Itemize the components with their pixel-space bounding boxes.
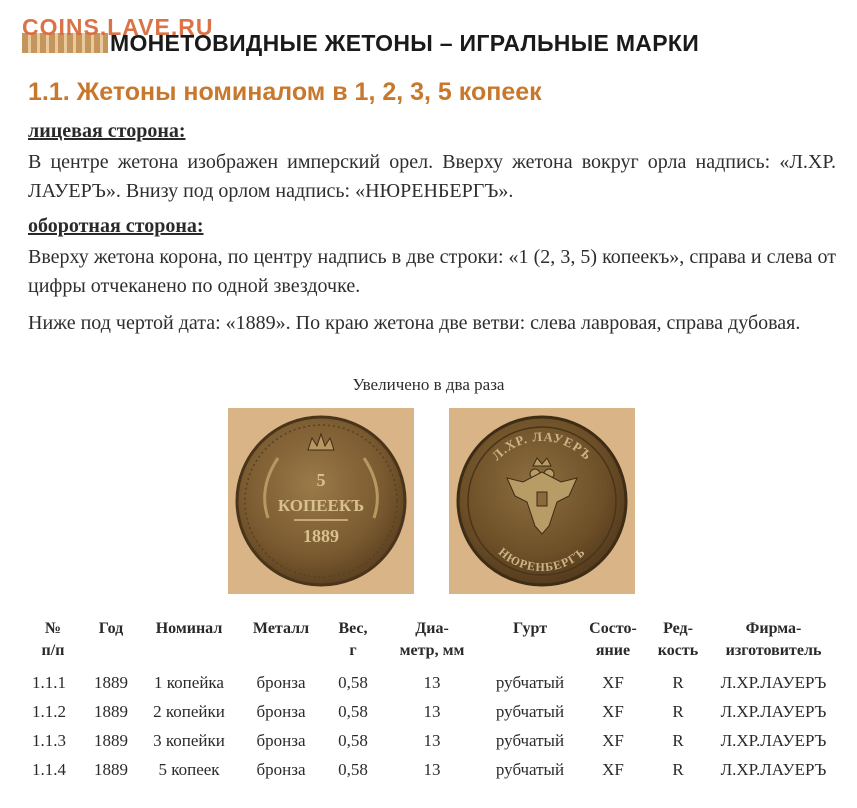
col-header-denomination: Номинал — [155, 620, 223, 637]
reverse-label: оборотная сторона: — [28, 215, 204, 237]
col-header-weight: Вес, г — [338, 620, 368, 659]
table-row: 1.1.3 1889 3 копейки бронза 0,58 13 рубчатый XF R Л.ХР.ЛАУЕРЪ — [32, 730, 827, 750]
col-header-diameter: Диа- метр, мм — [399, 620, 465, 659]
table-row: 1.1.4 1889 5 копеек бронза 0,58 13 рубчатый XF R Л.ХР.ЛАУЕРЪ — [32, 759, 827, 779]
specification-table — [22, 618, 837, 784]
subsection-title: 1.1. Жетоны номиналом в 1, 2, 3, 5 копеек — [28, 78, 542, 106]
coin-bottom-inscription: НЮРЕНБЕРГЪ — [495, 544, 589, 575]
obverse-label: лицевая сторона: — [28, 120, 186, 142]
reverse-description: Вверху жетона корона, по центру надпись в две строки: «1 (2, 3, 5) копеекъ», справа и слева от цифры отчеканено по одной звездочке. — [28, 246, 836, 297]
col-header-number: № п/п — [41, 620, 65, 659]
reverse-date-description: Ниже под чертой дата: «1889». По краю жетона две ветви: слева лавровая, справа дубовая. — [28, 312, 801, 334]
col-header-edge: Гурт — [512, 620, 548, 637]
col-header-rarity: Ред- кость — [657, 620, 699, 659]
obverse-description: В центре жетона изображен имперский орел. Вверху жетона вокруг орла надпись: «Л.ХР. ЛАУЕРЪ». Внизу под орлом надпись: «НЮРЕНБЕРГЪ». — [28, 151, 836, 202]
section-title: МОНЕТОВИДНЫЕ ЖЕТОНЫ – ИГРАЛЬНЫЕ МАРКИ — [110, 30, 700, 56]
coin-top-inscription: Л.ХР. ЛАУЕРЪ — [488, 428, 596, 464]
table-row: 1.1.2 1889 2 копейки бронза 0,58 13 рубчатый XF R Л.ХР.ЛАУЕРЪ — [32, 701, 827, 721]
coin-word-text: КОПЕЕКЪ — [277, 496, 365, 515]
table-header-row — [22, 618, 837, 668]
coin-obverse-image — [449, 408, 635, 594]
table-row: 1.1.1 1889 1 копейка бронза 0,58 13 рубчатый XF R Л.ХР.ЛАУЕРЪ — [32, 672, 827, 692]
coin-year-text: 1889 — [303, 526, 339, 546]
coin-digit-text: 5 — [316, 470, 326, 490]
col-header-manufacturer: Фирма- изготовитель — [725, 620, 822, 659]
figure-caption: Увеличено в два раза — [352, 375, 505, 394]
col-header-condition: Состо- яние — [589, 620, 637, 659]
col-header-year: Год — [98, 620, 124, 637]
coin-reverse-image — [228, 408, 414, 594]
watermark: COINS.LAVE.RU — [22, 14, 214, 40]
col-header-metal: Металл — [252, 620, 310, 637]
